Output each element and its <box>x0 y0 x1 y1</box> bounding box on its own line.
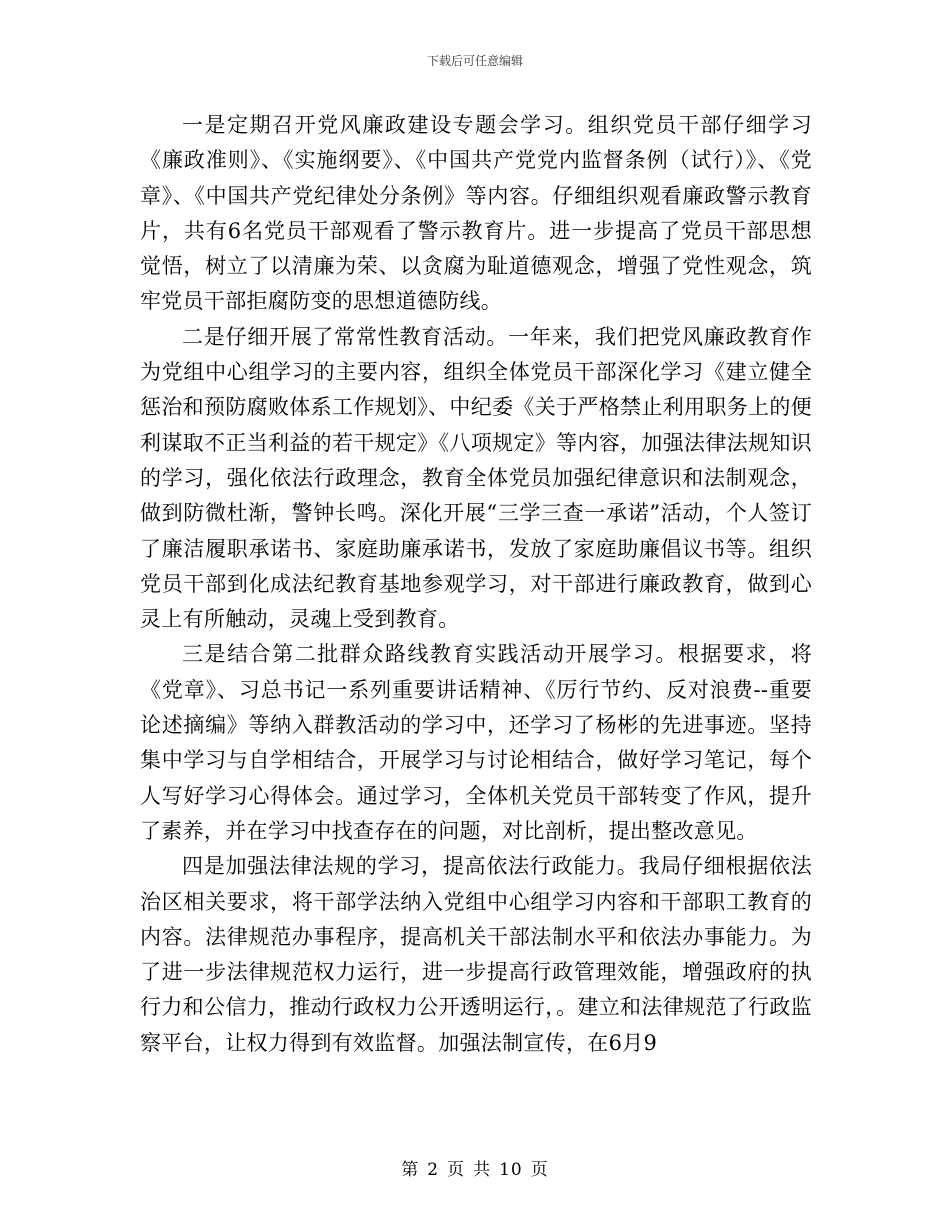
page-footer <box>0 1155 950 1180</box>
document-body <box>140 108 812 1061</box>
paragraph-4: 四是加强法律法规的学习，提高依法行政能力。我局仔细根据依法治区相关要求，将干部学法纳入党组中心组学习内容和干部职工教育的内容。法律规范办事程序，提高机关干部法制水平和依法办事能力。为了进一步法律规范权力运行，进一步提高行政管理效能，增强政府的执行力和公信力，推动行政权力公开透明运行，。建立和法律规范了行政监察平台，让权力得到有效监督。加强法制宣传，在6月9 <box>140 854 812 1055</box>
footer-total-label: 共 <box>473 1160 492 1180</box>
paragraph-2: 二是仔细开展了常常性教育活动。一年来，我们把党风廉政教育作为党组中心组学习的主要内容，组织全体党员干部深化学习《建立健全惩治和预防腐败体系工作规划》、中纪委《关于严格禁止利用职务上的便利谋取不正当利益的若干规定》《八项规定》等内容，加强法律法规知识的学习，强化依法行政理念，教育全体党员加强纪律意识和法制观念，做到防微杜渐，警钟长鸣。深化开展“三学三查一承诺”活动，个人签订了廉洁履职承诺书、家庭助廉承诺书，发放了家庭助廉倡议书等。组织党员干部到化成法纪教育基地参观学习，对干部进行廉政教育，做到心灵上有所触动，灵魂上受到教育。 <box>140 324 812 632</box>
footer-prefix: 第 <box>401 1160 420 1180</box>
paragraph-1: 一是定期召开党风廉政建设专题会学习。组织党员干部仔细学习《廉政准则》、《实施纲要》、《中国共产党党内监督条例（试行）》、《党章》、《中国共产党纪律处分条例》等内容。仔细组织观看廉政警示教育片，共有6名党员干部观看了警示教育片。进一步提高了党员干部思想觉悟，树立了以清廉为荣、以贪腐为耻道德观念，增强了党性观念，筑牢党员干部拒腐防变的思想道德防线。 <box>140 113 812 314</box>
page-number: 2 <box>427 1160 440 1180</box>
total-pages: 10 <box>499 1160 523 1180</box>
footer-suffix: 页 <box>530 1160 549 1180</box>
footer-page-label: 页 <box>447 1160 466 1180</box>
page-header: 下载后可任意编辑 <box>426 54 523 68</box>
paragraph-3: 三是结合第二批群众路线教育实践活动开展学习。根据要求，将《党章》、习总书记一系列重要讲话精神、《厉行节约、反对浪费--重要论述摘编》等纳入群教活动的学习中，还学习了杨彬的先进事迹。坚持集中学习与自学相结合，开展学习与讨论相结合，做好学习笔记，每个人写好学习心得体会。通过学习，全体机关党员干部转变了作风，提升了素养，并在学习中找查存在的问题，对比剖析，提出整改意见。 <box>140 642 812 843</box>
